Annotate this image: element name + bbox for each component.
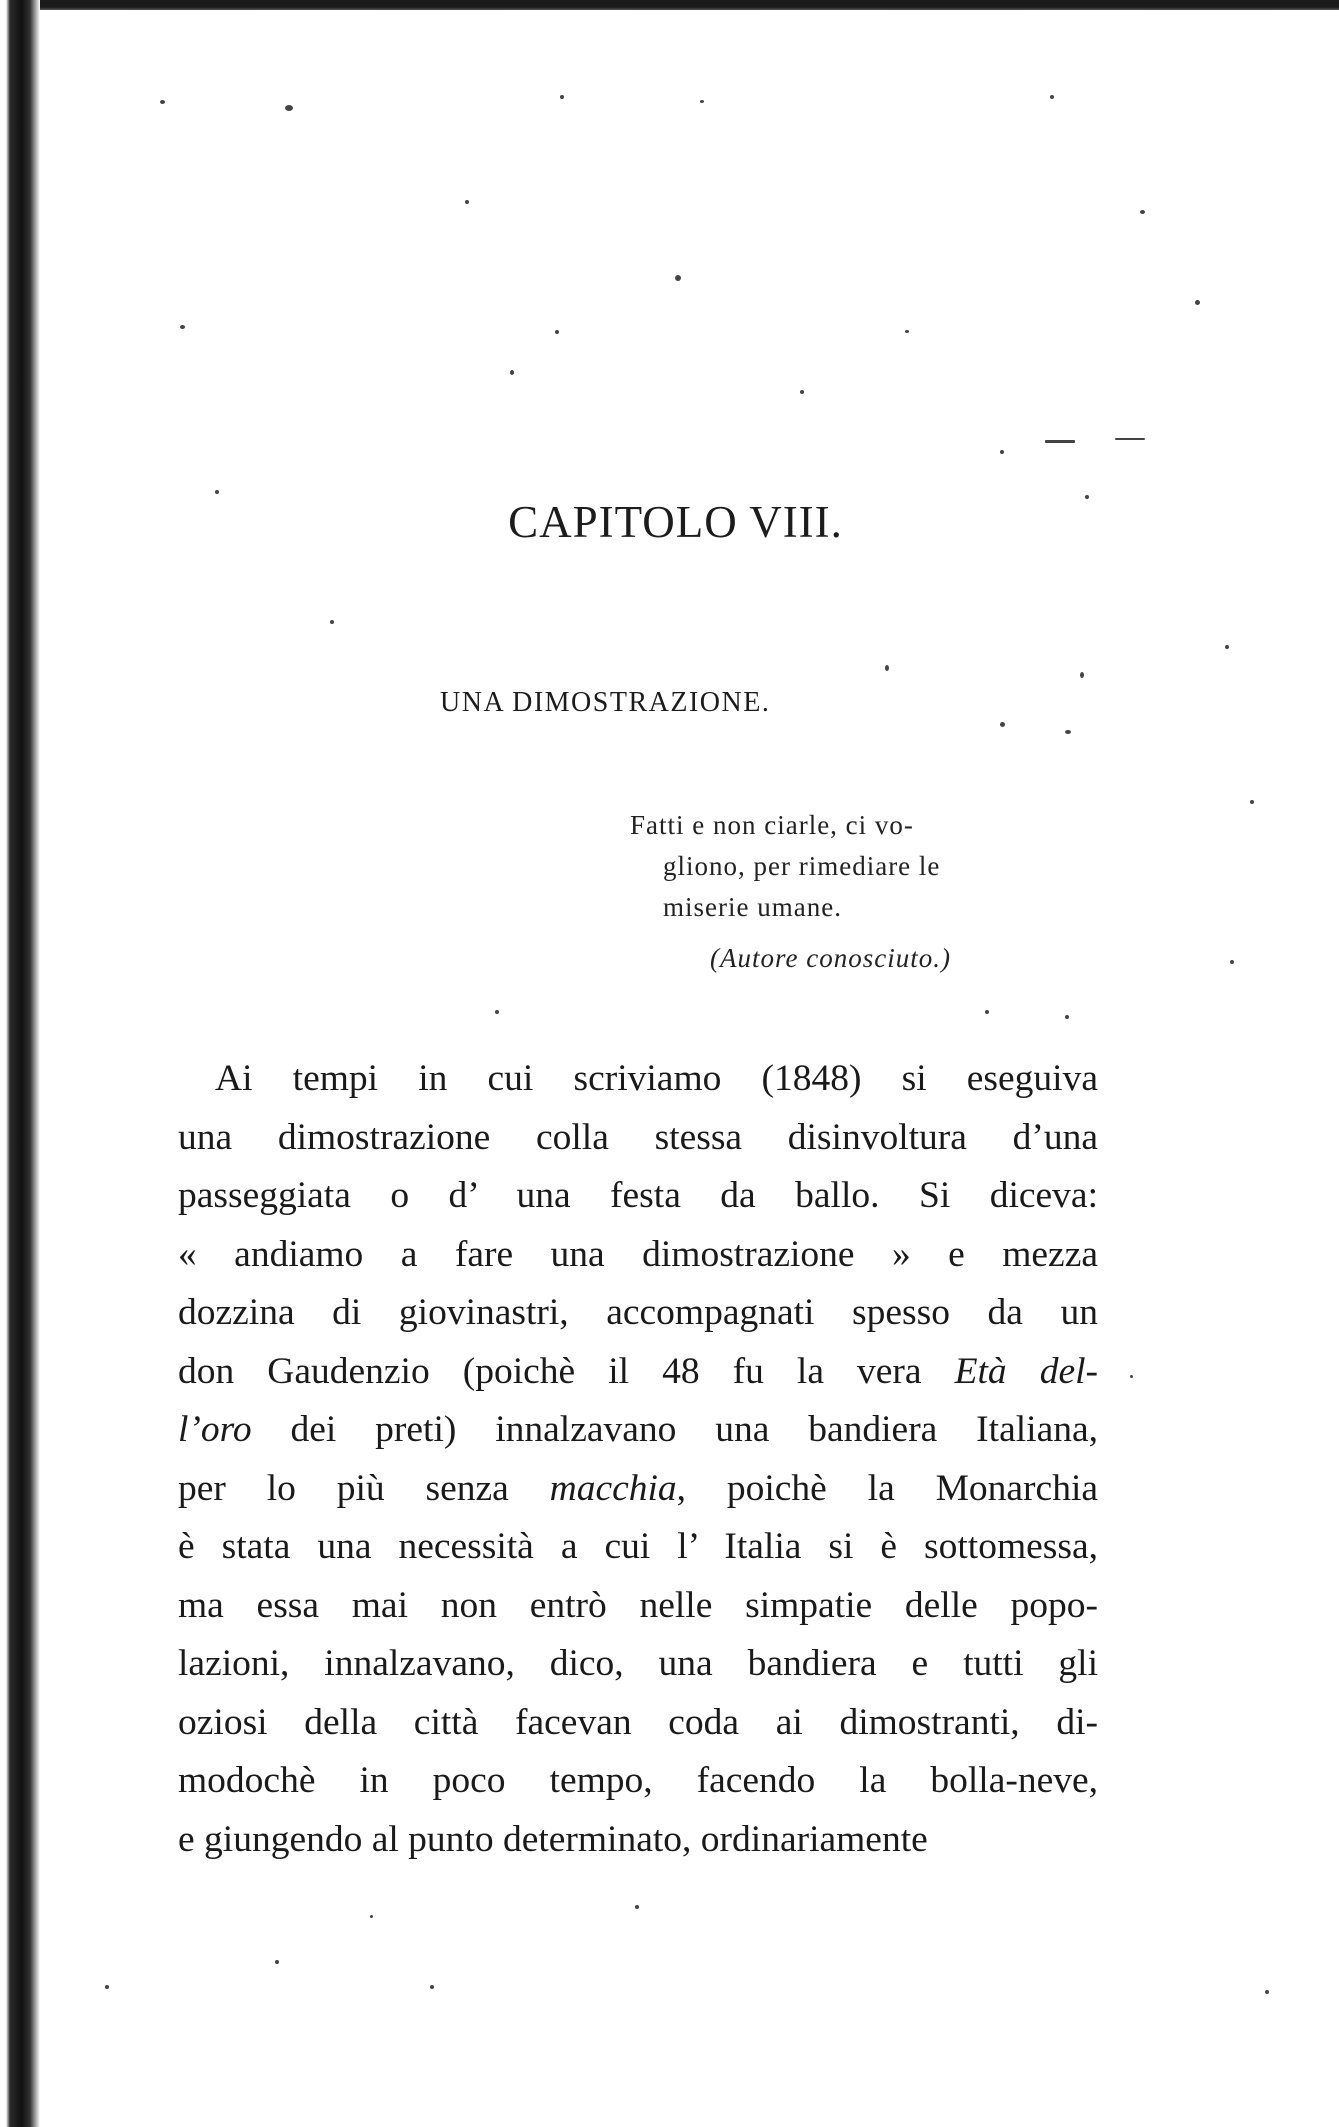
text-line: modochè in poco tempo, facendo la bolla-neve, — [178, 1760, 1098, 1801]
text-line: passeggiata o d’ una festa da ballo. Si diceva: — [178, 1175, 1098, 1216]
text-line: una dimostrazione colla stessa disinvoltura d’una — [178, 1116, 1098, 1158]
text-segment: per lo più senza — [178, 1467, 509, 1509]
text-segment: , poichè la Monarchia — [676, 1467, 1099, 1509]
text-line — [178, 1343, 1098, 1402]
text-line: Ai tempi in cui scriviamo (1848) si eseguiva — [215, 1058, 1098, 1099]
italic-text: Età del- — [954, 1350, 1099, 1392]
text-segment: dei preti) innalzavano una bandiera Italiana, — [290, 1409, 1098, 1450]
chapter-title: CAPITOLO VIII. — [508, 497, 843, 547]
epigraph-line: miserie umane. — [663, 892, 842, 922]
text-line — [178, 1460, 1098, 1519]
scan-binding-edge — [0, 0, 40, 2127]
epigraph-attribution: (Autore conosciuto.) — [710, 943, 951, 973]
text-line: « andiamo a fare una dimostrazione » e mezza — [178, 1233, 1098, 1275]
chapter-subtitle: UNA DIMOSTRAZIONE. — [440, 687, 771, 718]
text-line — [178, 1401, 1098, 1460]
italic-text: l’oro — [178, 1409, 252, 1450]
text-segment: don Gaudenzio (poichè il 48 fu la vera — [178, 1350, 922, 1392]
text-line: lazioni, innalzavano, dico, una bandiera e tutti gli — [178, 1643, 1098, 1684]
text-line: è stata una necessità a cui l’ Italia si è sottomessa, — [178, 1526, 1098, 1567]
epigraph-line: gliono, per rimediare le — [663, 851, 941, 881]
text-line: dozzina di giovinastri, accompagnati spesso da un — [178, 1292, 1098, 1333]
text-line: ma essa mai non entrò nelle simpatie delle popo- — [178, 1584, 1098, 1626]
italic-text: macchia — [549, 1467, 677, 1509]
text-line: e giungendo al punto determinato, ordinariamente — [178, 1818, 928, 1860]
body-paragraph — [178, 1050, 1098, 1869]
epigraph — [630, 805, 1050, 979]
epigraph-line: Fatti e non ciarle, ci vo- — [630, 810, 914, 840]
scan-top-edge — [0, 0, 1339, 10]
text-line: oziosi della città facevan coda ai dimostranti, di- — [178, 1701, 1098, 1743]
